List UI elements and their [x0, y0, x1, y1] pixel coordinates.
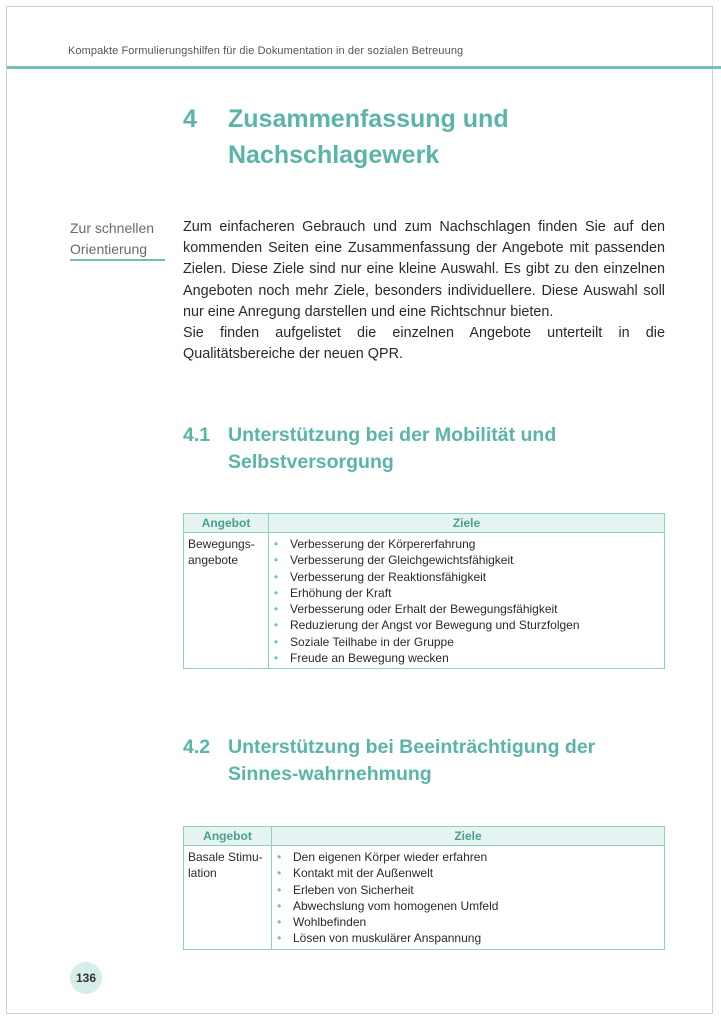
list-item: • Verbesserung der Körpererfahrung: [273, 536, 660, 552]
goals-list: [276, 849, 660, 947]
page-number: 136: [70, 962, 102, 994]
section-number: 4.2: [183, 736, 211, 758]
goals-cell: [269, 533, 665, 669]
goals-list: [273, 536, 660, 666]
chapter-title: Zusammenfassung und Nachschlagewerk: [228, 105, 509, 169]
list-item: • Soziale Teilhabe in der Gruppe: [273, 634, 660, 650]
margin-rule: [70, 259, 165, 261]
section-title: Unterstützung bei Beeinträchtigung der Sinnes-wahrnehmung: [228, 736, 596, 785]
list-item: • Verbesserung oder Erhalt der Bewegungsfähigkeit: [273, 601, 660, 617]
list-item: • Verbesserung der Gleichgewichtsfähigkeit: [273, 552, 660, 568]
running-header: Kompakte Formulierungshilfen für die Dokumentation in der sozialen Betreuung: [68, 45, 464, 57]
margin-note-line2: Orientierung: [70, 241, 148, 257]
list-item: • Erhöhung der Kraft: [273, 585, 660, 601]
list-item: • Lösen von muskulärer Anspannung: [276, 930, 660, 946]
list-item: • Kontakt mit der Außenwelt: [276, 865, 660, 881]
list-item: • Den eigenen Körper wieder erfahren: [276, 849, 660, 865]
intro-paragraph-1: Zum einfacheren Gebrauch und zum Nachschlagen finden Sie auf den kommenden Seiten eine Zusammenfassung der Angebote mit passenden Zielen. Diese Ziele sind nur eine kleine Auswahl. Es gibt zu den einzelnen Angeboten noch mehr Ziele, besonders individuellere. Diese Auswahl soll nur eine Anregung darstellen und eine Richtschnur bieten.: [183, 219, 665, 320]
section-title: Unterstützung bei der Mobilität und Selbstversorgung: [228, 424, 557, 473]
margin-note: [70, 218, 165, 260]
table-header-goals: Ziele: [269, 514, 665, 533]
goals-table-4-2: [183, 826, 665, 950]
goals-cell: [272, 846, 665, 950]
list-item: • Reduzierung der Angst vor Bewegung und Sturzfolgen: [273, 617, 660, 633]
table-row: [184, 846, 665, 950]
section-number: 4.1: [183, 424, 211, 446]
list-item: • Wohlbefinden: [276, 914, 660, 930]
offer-cell: Bewegungs-angebote: [184, 533, 269, 669]
table-header-offer: Angebot: [184, 514, 269, 533]
chapter-number: 4: [183, 105, 197, 133]
intro-text: [183, 217, 665, 365]
table-header-goals: Ziele: [272, 827, 665, 846]
header-rule: [7, 66, 721, 69]
list-item: • Verbesserung der Reaktionsfähigkeit: [273, 569, 660, 585]
list-item: • Freude an Bewegung wecken: [273, 650, 660, 666]
margin-note-line1: Zur schnellen: [70, 220, 155, 236]
goals-table-4-1: [183, 513, 665, 669]
intro-paragraph-2: Sie finden aufgelistet die einzelnen Angebote unterteilt in die Qualitätsbereiche der neuen QPR.: [183, 325, 665, 363]
list-item: • Erleben von Sicherheit: [276, 882, 660, 898]
list-item: • Abwechslung vom homogenen Umfeld: [276, 898, 660, 914]
offer-cell: Basale Stimu-lation: [184, 846, 272, 950]
table-row: [184, 533, 665, 669]
table-header-offer: Angebot: [184, 827, 272, 846]
